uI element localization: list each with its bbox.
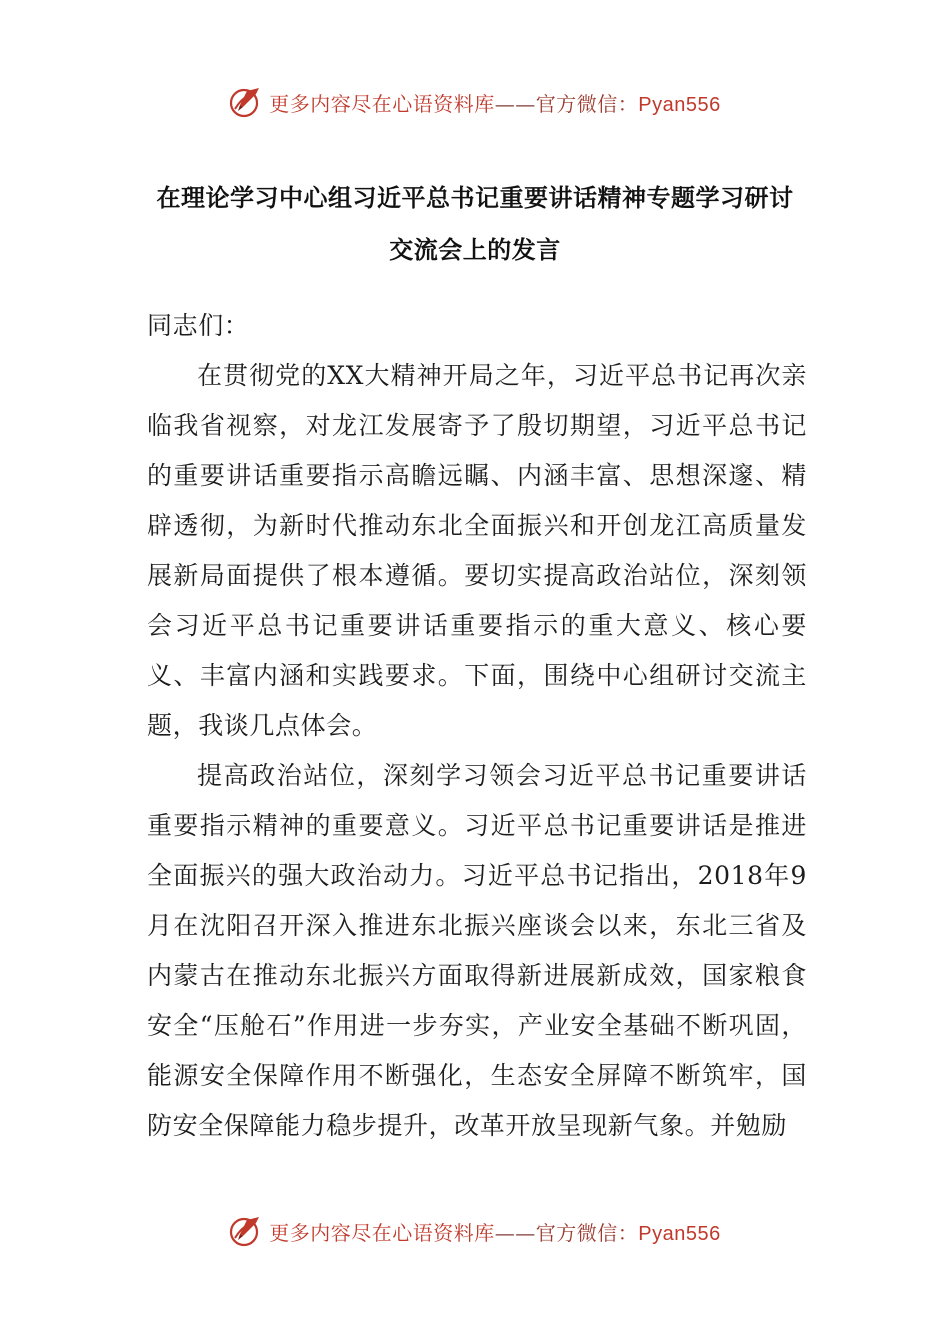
header-banner-text	[269, 88, 720, 117]
wechat-label: 官方微信：	[535, 91, 639, 116]
pen-logo-icon	[229, 1214, 263, 1248]
banner-separator: ——	[494, 91, 536, 116]
paragraph: 在贯彻党的XX大精神开局之年，习近平总书记再次亲临我省视察，对龙江发展寄予了殷切期望，习近平总书记的重要讲话重要指示高瞻远瞩、内涵丰富、思想深邃、精辟透彻，为新时代推动东北全面振兴和开创龙江高质量发展新局面提供了根本遵循。要切实提高政治站位，深刻领会习近平总书记重要讲话重要指示的重大意义、核心要义、丰富内涵和实践要求。下面，围绕中心组研讨交流主题，我谈几点体会。	[147, 361, 807, 740]
wechat-id: Pyan556	[638, 1222, 721, 1245]
document-body	[147, 301, 807, 1151]
footer-banner	[0, 1211, 950, 1251]
wechat-id: Pyan556	[638, 93, 721, 116]
banner-separator: ——	[494, 1220, 536, 1245]
document-title: 在理论学习中心组习近平总书记重要讲话精神专题学习研讨交流会上的发言	[156, 183, 794, 264]
wechat-label: 官方微信：	[535, 1220, 639, 1245]
header-banner	[0, 82, 950, 122]
salutation: 同志们：	[147, 311, 250, 340]
paragraph: 提高政治站位，深刻学习领会习近平总书记重要讲话重要指示精神的重要意义。习近平总书记重要讲话是推进全面振兴的强大政治动力。习近平总书记指出，2018年9月在沈阳召开深入推进东北振兴座谈会以来，东北三省及内蒙古在推动东北振兴方面取得新进展新成效，国家粮食安全“压舱石”作用进一步夯实，产业安全基础不断巩固，能源安全保障作用不断强化，生态安全屏障不断筑牢，国防安全保障能力稳步提升，改革开放呈现新气象。并勉励	[147, 761, 807, 1140]
brand-text: 更多内容尽在心语资料库	[269, 1220, 495, 1245]
pen-logo-icon	[229, 85, 263, 119]
footer-banner-text	[269, 1217, 720, 1246]
brand-text: 更多内容尽在心语资料库	[269, 91, 495, 116]
